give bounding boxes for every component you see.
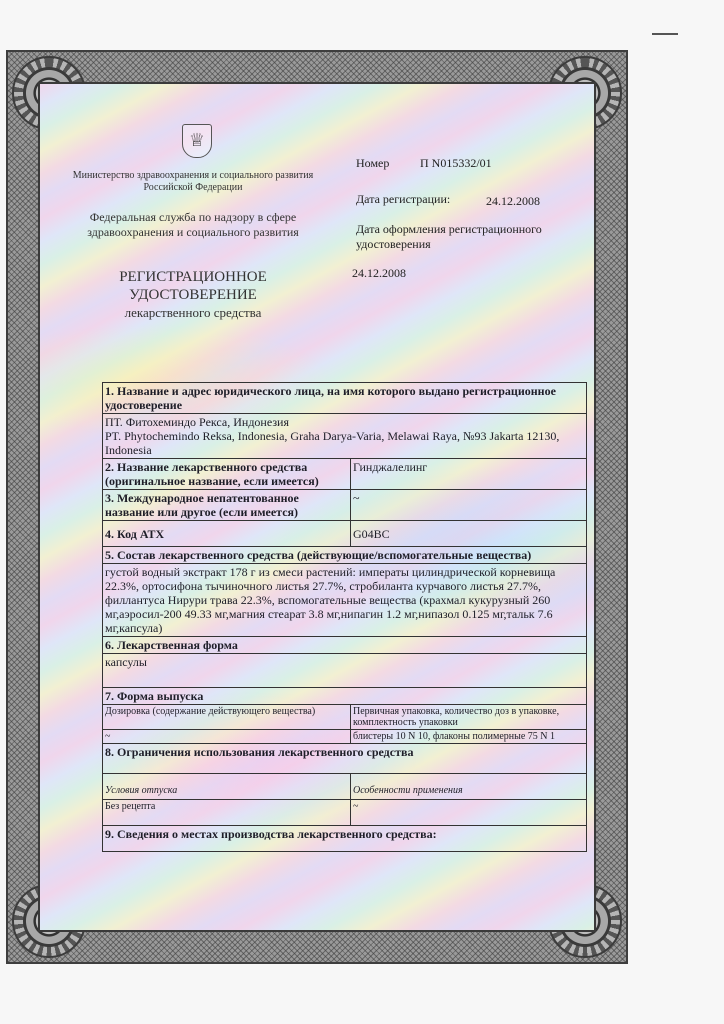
section-4-label: 4. Код АТХ xyxy=(103,521,351,547)
certificate-body xyxy=(38,82,596,932)
section-8-col-features: Особенности применения xyxy=(351,774,587,800)
section-2-value: Гинджалелинг xyxy=(351,459,587,490)
section-7-title-row xyxy=(103,688,587,705)
certificate-border xyxy=(6,50,628,964)
holder-name-ru: ПТ. Фитохеминдо Рекса, Индонезия xyxy=(105,415,289,429)
section-3-label: 3. Международное непатентованное название или другое (если имеется) xyxy=(103,490,351,521)
section-1-title-row xyxy=(103,383,587,414)
scan-mark xyxy=(652,33,678,35)
section-7-dosage-value: ~ xyxy=(103,730,351,744)
reg-date-label: Дата регистрации: xyxy=(356,192,451,206)
section-6-title: 6. Лекарственная форма xyxy=(103,637,587,654)
section-7-header-row xyxy=(103,705,587,730)
issue-date-value: 24.12.2008 xyxy=(352,266,406,280)
document-title xyxy=(58,268,328,322)
section-5-value-row xyxy=(103,564,587,637)
section-9-title: 9. Сведения о местах производства лекарственного средства: xyxy=(103,826,587,852)
section-8-col-dispensing: Условия отпуска xyxy=(103,774,351,800)
section-6-value-row xyxy=(103,654,587,688)
section-4-row xyxy=(103,521,587,547)
title-line-2: УДОСТОВЕРЕНИЕ xyxy=(129,287,257,303)
section-2-row xyxy=(103,459,587,490)
service-name: Федеральная служба по надзору в сфере здравоохранения и социального развития xyxy=(87,210,299,239)
section-6-title-row xyxy=(103,637,587,654)
section-8-value-row xyxy=(103,800,587,826)
title-line-1: РЕГИСТРАЦИОННОЕ xyxy=(119,269,267,285)
title-line-3: лекарственного средства xyxy=(124,305,262,320)
holder-address: PT. Phytochemindo Reksa, Indonesia, Graha Darya-Varia, Melawai Raya, №93 Jakarta 12130, Indonesia xyxy=(105,429,560,457)
section-7-col-packaging: Первичная упаковка, количество доз в упаковке, комплектность упаковки xyxy=(351,705,587,730)
section-8-features-value: ~ xyxy=(351,800,587,826)
section-8-header-row xyxy=(103,774,587,800)
section-5-title: 5. Состав лекарственного средства (действующие/вспомогательные вещества) xyxy=(103,547,587,564)
section-3-value: ~ xyxy=(351,490,587,521)
ministry-name: Министерство здравоохранения и социального развития Российской Федерации xyxy=(72,170,314,193)
coat-of-arms-icon: ♕ xyxy=(182,124,212,158)
section-3-row xyxy=(103,490,587,521)
section-1-value-row xyxy=(103,414,587,459)
section-2-label: 2. Название лекарственного средства (оригинальное название, если имеется) xyxy=(103,459,351,490)
section-8-title-row xyxy=(103,744,587,774)
section-1-title: 1. Название и адрес юридического лица, на имя которого выдано регистрационное удостоверение xyxy=(103,383,587,414)
section-5-value: густой водный экстракт 178 г из смеси растений: императы цилиндрической корневища 22.3%, ортосифона тычиночного листья 27.7%, стробиланта курчавого листья 27.7%, филлантуса Нирури трава 22.3%, вспомогательные вещества (крахмал кукурузный 260 мг,аэросил-200 49.33 мг,магния стеарат 3.8 мг,нипагин 1.2 мг,нипазол 0.125 мг,тальк 7.6 мг,капсула) xyxy=(103,564,587,637)
section-6-value: капсулы xyxy=(103,654,587,688)
section-9-title-row xyxy=(103,826,587,852)
section-7-packaging-value: блистеры 10 N 10, флаконы полимерные 75 N 1 xyxy=(351,730,587,744)
section-7-value-row xyxy=(103,730,587,744)
section-7-title: 7. Форма выпуска xyxy=(103,688,587,705)
certificate-table xyxy=(102,382,587,852)
section-8-dispensing-value: Без рецепта xyxy=(103,800,351,826)
section-1-value xyxy=(103,414,587,459)
number-label: Номер xyxy=(356,156,390,170)
number-value: П N015332/01 xyxy=(420,156,492,170)
section-5-title-row xyxy=(103,547,587,564)
issue-date-label: Дата оформления регистрационного удостоверения xyxy=(356,222,542,251)
section-7-col-dosage: Дозировка (содержание действующего вещества) xyxy=(103,705,351,730)
reg-date-value: 24.12.2008 xyxy=(486,194,540,208)
section-4-value: G04BC xyxy=(351,521,587,547)
section-8-title: 8. Ограничения использования лекарственного средства xyxy=(103,744,587,774)
